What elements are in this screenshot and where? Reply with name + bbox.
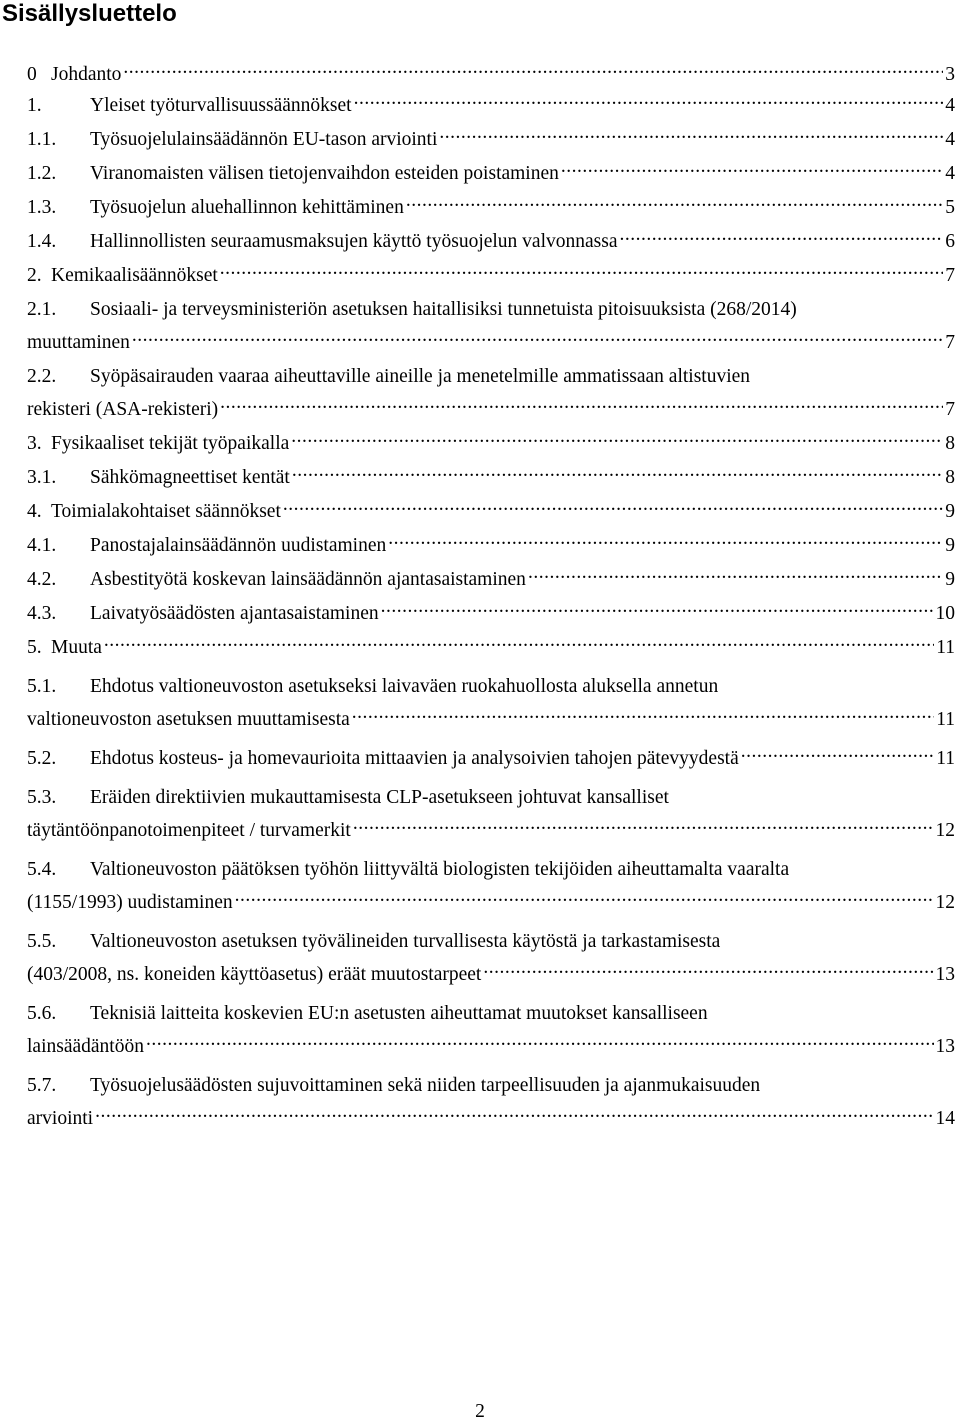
toc-entry-1-2[interactable] bbox=[27, 158, 955, 189]
leader-dots bbox=[220, 262, 943, 282]
toc-entry-page: 13 bbox=[935, 964, 955, 985]
toc-entry-text: Panostajalainsäädännön uudistaminen bbox=[90, 535, 387, 556]
toc-entry-page: 8 bbox=[945, 433, 955, 454]
toc-entry-5-3[interactable] bbox=[27, 782, 955, 846]
toc-entry-number: 1. bbox=[27, 95, 42, 116]
leader-dots bbox=[352, 706, 934, 726]
toc-entry-number: 4.1. bbox=[27, 535, 57, 556]
toc-entry-number: 5.1. bbox=[27, 676, 57, 697]
toc-entry-text: Sähkömagneettiset kentät bbox=[90, 467, 290, 488]
toc-entry-number: 5.5. bbox=[27, 931, 57, 952]
toc-entry-1[interactable] bbox=[27, 90, 955, 121]
toc-entry-text: Ehdotus kosteus- ja homevaurioita mittaavien ja analysoivien tahojen pätevyydestä bbox=[90, 748, 739, 769]
toc-entry-number: 5.4. bbox=[27, 859, 57, 880]
toc-entry-number: 3. bbox=[27, 433, 42, 454]
toc-entry-page: 7 bbox=[945, 265, 955, 286]
toc-entry-1-1[interactable] bbox=[27, 124, 955, 155]
toc-entry-number: 5.2. bbox=[27, 748, 57, 769]
leader-dots bbox=[104, 634, 934, 654]
toc-entry-number: 1.4. bbox=[27, 231, 57, 252]
leader-dots bbox=[292, 464, 943, 484]
toc-entry-4-1[interactable] bbox=[27, 530, 955, 561]
toc-entry-text: Hallinnollisten seuraamusmaksujen käyttö työsuojelun valvonnassa bbox=[90, 231, 618, 252]
toc-entry-page: 14 bbox=[935, 1108, 955, 1129]
toc-entry-2[interactable] bbox=[27, 260, 955, 291]
toc-entry-number: 1.1. bbox=[27, 129, 57, 150]
leader-dots bbox=[95, 1105, 933, 1125]
toc-entry-4-3[interactable] bbox=[27, 598, 955, 629]
toc-entry-5-7[interactable] bbox=[27, 1070, 955, 1134]
toc-entry-page: 8 bbox=[945, 467, 955, 488]
toc-title: Sisällysluettelo bbox=[2, 0, 177, 27]
toc-entry-number: 1.3. bbox=[27, 197, 57, 218]
toc-entry-text: Eräiden direktiivien mukauttamisesta CLP-asetukseen johtuvat kansalliset bbox=[90, 787, 669, 808]
toc-entry-page: 7 bbox=[945, 332, 955, 353]
toc-entry-page: 3 bbox=[945, 64, 955, 85]
leader-dots bbox=[220, 396, 943, 416]
leader-dots bbox=[353, 817, 934, 837]
toc-entry-text: Johdanto bbox=[51, 64, 122, 85]
leader-dots bbox=[354, 92, 944, 112]
toc-entry-number: 2.2. bbox=[27, 366, 57, 387]
toc-entry-text: Valtioneuvoston asetuksen työvälineiden turvallisesta käytöstä ja tarkastamisesta bbox=[90, 931, 721, 952]
toc-entry-page: 7 bbox=[945, 399, 955, 420]
toc-entry-5-2[interactable] bbox=[27, 743, 955, 774]
toc-entry-5-5[interactable] bbox=[27, 926, 955, 990]
toc-entry-page: 9 bbox=[945, 535, 955, 556]
leader-dots bbox=[123, 61, 943, 81]
toc-entry-text: Asbestityötä koskevan lainsäädännön ajantasaistaminen bbox=[90, 569, 526, 590]
toc-entry-number: 2. bbox=[27, 265, 42, 286]
leader-dots bbox=[132, 329, 943, 349]
page-number: 2 bbox=[475, 1401, 485, 1422]
toc-entry-text-continued: (403/2008, ns. koneiden käyttöasetus) eräät muutostarpeet bbox=[27, 964, 482, 985]
toc-entry-text: Työsuojelun aluehallinnon kehittäminen bbox=[90, 197, 404, 218]
toc-entry-text: Työsuojelusäädösten sujuvoittaminen sekä niiden tarpeellisuuden ja ajanmukaisuuden bbox=[90, 1075, 761, 1096]
toc-entry-text: Laivatyösäädösten ajantasaistaminen bbox=[90, 603, 379, 624]
toc-entry-number: 3.1. bbox=[27, 467, 57, 488]
toc-entry-page: 13 bbox=[935, 1036, 955, 1057]
toc-entry-page: 4 bbox=[945, 163, 955, 184]
toc-entry-0[interactable] bbox=[27, 59, 955, 90]
toc-entry-text: Toimialakohtaiset säännökset bbox=[51, 501, 281, 522]
toc-entry-5-6[interactable] bbox=[27, 998, 955, 1062]
toc-entry-page: 4 bbox=[945, 95, 955, 116]
leader-dots bbox=[388, 532, 943, 552]
toc-entry-page: 12 bbox=[935, 892, 955, 913]
leader-dots bbox=[528, 566, 943, 586]
toc-entry-text: Sosiaali- ja terveysministeriön asetuksen haitallisiksi tunnetuista pitoisuuksista (268/2014) bbox=[90, 299, 797, 320]
toc-entry-text: Ehdotus valtioneuvoston asetukseksi laivaväen ruokahuollosta aluksella annetun bbox=[90, 676, 719, 697]
toc-entry-page: 10 bbox=[935, 603, 955, 624]
leader-dots bbox=[235, 889, 934, 909]
toc-entry-4-2[interactable] bbox=[27, 564, 955, 595]
toc-entry-text: Valtioneuvoston päätöksen työhön liittyvältä biologisten tekijöiden aiheuttamalta vaaralta bbox=[90, 859, 790, 880]
toc-entry-number: 5.7. bbox=[27, 1075, 57, 1096]
toc-entry-page: 4 bbox=[945, 129, 955, 150]
toc-entry-3[interactable] bbox=[27, 428, 955, 459]
toc-entry-1-4[interactable] bbox=[27, 226, 955, 257]
toc-entry-page: 9 bbox=[945, 501, 955, 522]
toc-entry-2-1[interactable] bbox=[27, 294, 955, 358]
toc-entry-page: 5 bbox=[945, 197, 955, 218]
toc-entry-text: Teknisiä laitteita koskevien EU:n asetusten aiheuttamat muutokset kansalliseen bbox=[90, 1003, 708, 1024]
toc-entry-text: Viranomaisten välisen tietojenvaihdon esteiden poistaminen bbox=[90, 163, 559, 184]
toc-entry-5-1[interactable] bbox=[27, 671, 955, 735]
toc-entry-page: 11 bbox=[936, 748, 955, 769]
toc-entry-2-2[interactable] bbox=[27, 361, 955, 425]
toc-entry-number: 4. bbox=[27, 501, 42, 522]
toc-entry-4[interactable] bbox=[27, 496, 955, 527]
toc-entry-text-continued: arviointi bbox=[27, 1108, 94, 1129]
toc-entry-number: 5.3. bbox=[27, 787, 57, 808]
leader-dots bbox=[146, 1033, 934, 1053]
toc-entry-number: 5. bbox=[27, 637, 42, 658]
toc-entry-number: 1.2. bbox=[27, 163, 57, 184]
toc-entry-text: Työsuojelulainsäädännön EU-tason arviointi bbox=[90, 129, 438, 150]
toc-entry-text: Muuta bbox=[51, 637, 102, 658]
toc-entry-text: Fysikaaliset tekijät työpaikalla bbox=[51, 433, 290, 454]
leader-dots bbox=[620, 228, 944, 248]
toc-entry-page: 9 bbox=[945, 569, 955, 590]
leader-dots bbox=[381, 600, 934, 620]
toc-entry-page: 6 bbox=[945, 231, 955, 252]
toc-entry-text-continued: valtioneuvoston asetuksen muuttamisesta bbox=[27, 709, 350, 730]
toc-entry-number: 2.1. bbox=[27, 299, 57, 320]
toc-entry-text-continued: muuttaminen bbox=[27, 332, 130, 353]
leader-dots bbox=[483, 961, 933, 981]
toc-entry-text: Kemikaalisäännökset bbox=[51, 265, 218, 286]
toc-entry-text-continued: täytäntöönpanotoimenpiteet / turvamerkit bbox=[27, 820, 351, 841]
toc-entry-number: 4.2. bbox=[27, 569, 57, 590]
toc-entry-text: Syöpäsairauden vaaraa aiheuttaville aineille ja menetelmille ammatissaan altistuvien bbox=[90, 366, 751, 387]
toc-entry-page: 12 bbox=[935, 820, 955, 841]
leader-dots bbox=[561, 160, 943, 180]
toc-entry-text-continued: lainsäädäntöön bbox=[27, 1036, 144, 1057]
leader-dots bbox=[291, 430, 943, 450]
toc-entry-3-1[interactable] bbox=[27, 462, 955, 493]
leader-dots bbox=[283, 498, 943, 518]
toc-entry-5[interactable] bbox=[27, 632, 955, 663]
toc-entry-number: 4.3. bbox=[27, 603, 57, 624]
toc-entry-page: 11 bbox=[936, 637, 955, 658]
leader-dots bbox=[741, 745, 934, 765]
toc-entry-1-3[interactable] bbox=[27, 192, 955, 223]
toc-entry-number: 0 bbox=[27, 64, 37, 85]
toc-entry-text-continued: (1155/1993) uudistaminen bbox=[27, 892, 233, 913]
toc-entry-number: 5.6. bbox=[27, 1003, 57, 1024]
toc-entry-text-continued: rekisteri (ASA-rekisteri) bbox=[27, 399, 219, 420]
leader-dots bbox=[406, 194, 943, 214]
toc-entry-text: Yleiset työturvallisuussäännökset bbox=[90, 95, 352, 116]
leader-dots bbox=[439, 126, 943, 146]
toc-list bbox=[27, 59, 955, 1134]
toc-entry-page: 11 bbox=[936, 709, 955, 730]
toc-entry-5-4[interactable] bbox=[27, 854, 955, 918]
